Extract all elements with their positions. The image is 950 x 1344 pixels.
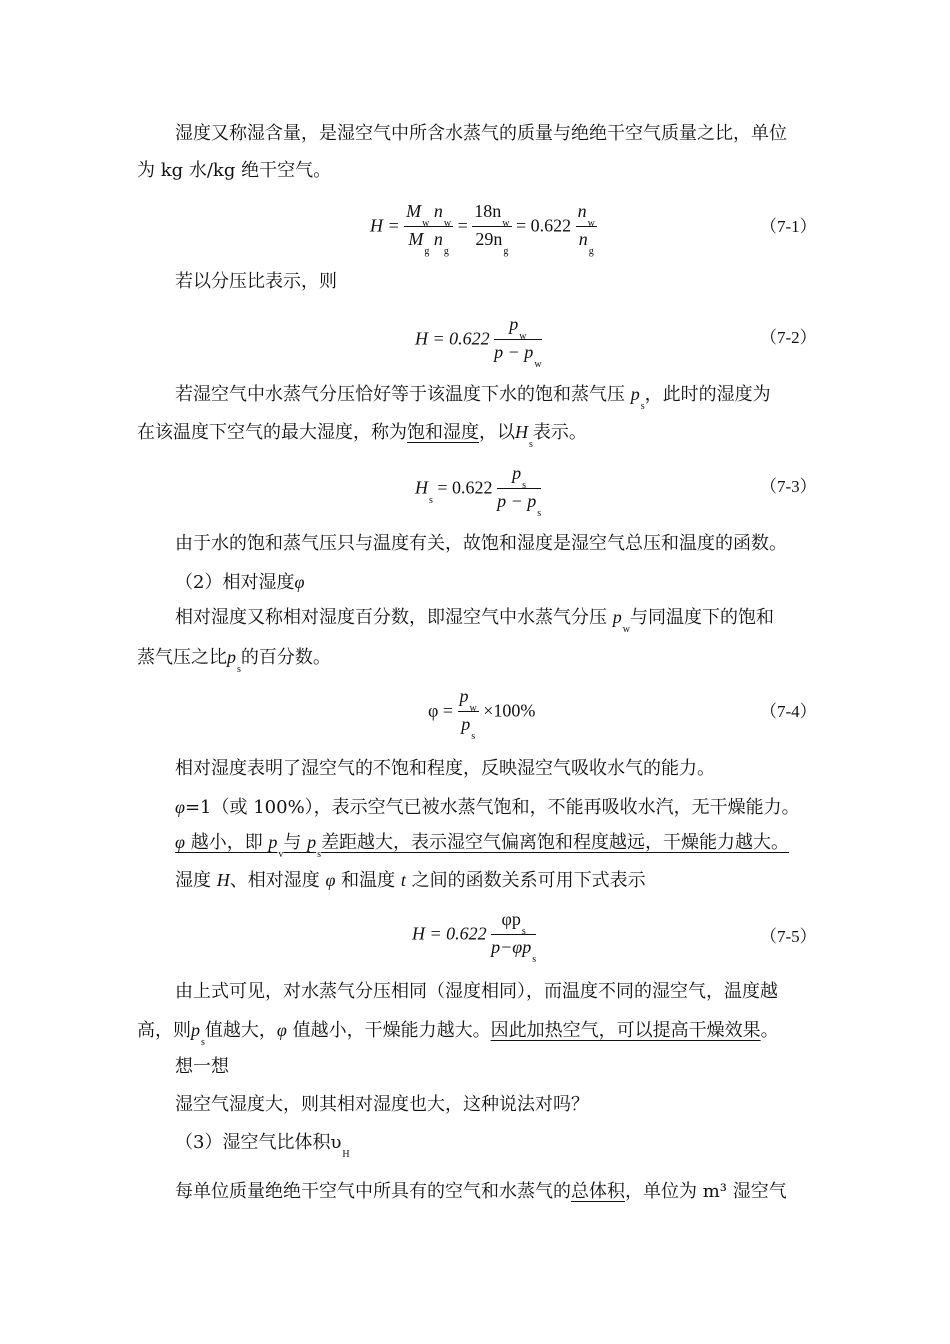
para9: 湿度 H、相对湿度 φ 和温度 t 之间的函数关系可用下式表示: [175, 870, 646, 891]
equation-7-1: H = $\frac{M_w n_w}{M_g n_g}$ = $\frac{18n_w}{29n_g}$ = 0.622 $\frac{n_w}{n_g}$: [370, 201, 595, 257]
equation-7-3: $H_s = 0.622$ $\frac{p_s}{p - p_s}$: [415, 463, 542, 519]
think-question: 湿空气湿度大，则其相对湿度也大，这种说法对吗？: [175, 1094, 589, 1115]
para3-line2: 在该温度下空气的最大湿度，称为饱和湿度，以$H_s$表示。: [137, 422, 587, 450]
think-heading: 想一想: [175, 1056, 229, 1077]
para5-line2: 蒸气压之比$p_s$的百分数。: [137, 647, 331, 675]
para5-line1: 相对湿度又称相对湿度百分数，即湿空气中水蒸气分压 $p_w$与同温度下的饱和: [175, 607, 774, 635]
eq1-frac1: $\frac{M_w n_w}{M_g n_g}$: [406, 201, 452, 257]
eq-number-7-3: （7-3）: [760, 477, 817, 496]
para1-line1: 湿度又称湿含量，是湿空气中所含水蒸气的质量与绝绝干空气质量之比，单位: [175, 123, 787, 144]
equation-7-2: H = 0.622 $\frac{p_w}{p - p_w}$: [415, 314, 542, 370]
para2: 若以分压比表示，则: [175, 271, 337, 292]
equation-7-5: H = 0.622 $\frac{\varphi p_s}{p-\varphi p_s}$: [412, 909, 537, 965]
eq-number-7-5: （7-5）: [760, 927, 817, 946]
para4: 由于水的饱和蒸气压只与温度有关，故饱和湿度是湿空气总压和温度的函数。: [175, 533, 787, 554]
eq-number-7-1: （7-1）: [760, 217, 817, 236]
eq-number-7-4: （7-4）: [760, 702, 817, 721]
para10-line2: 高，则$p_s$值越大，φ 值越小，干燥能力越大。因此加热空气，可以提高干燥效果。: [137, 1020, 779, 1048]
para10-line1: 由上式可见，对水蒸气分压相同（湿度相同），而温度不同的湿空气，温度越: [175, 981, 778, 1002]
eq1-lhs: H =: [370, 215, 400, 236]
heading-relative-humidity: （2）相对湿度φ: [175, 572, 305, 593]
para3-line1: 若湿空气中水蒸气分压恰好等于该温度下水的饱和蒸气压 $p_s$，此时的湿度为: [175, 384, 771, 412]
eq1-frac3: $\frac{n_w}{n_g}$: [577, 201, 595, 257]
heading-specific-volume: （3）湿空气比体积$\upsilon_H$: [175, 1132, 350, 1160]
para8-underlined: φ 越小，即 $p_v$与 $p_s$差距越大，表示湿空气偏离饱和程度越远，干燥能力越大。: [175, 832, 790, 860]
para6: 相对湿度表明了湿空气的不饱和程度，反映湿空气吸收水气的能力。: [175, 758, 715, 779]
equation-7-4: φ = $\frac{p_w}{p_s}$ ×100%: [428, 686, 536, 742]
eq-number-7-2: （7-2）: [760, 328, 817, 347]
eq1-frac2: $\frac{18n_w}{29n_g}$: [474, 201, 510, 257]
para1-line2: 为 kg 水/kg 绝干空气。: [137, 160, 332, 181]
para7: φ=1（或 100%），表示空气已被水蒸气饱和，不能再吸收水汽，无干燥能力。: [175, 797, 800, 818]
para11: 每单位质量绝绝干空气中所具有的空气和水蒸气的总体积，单位为 m³ 湿空气: [175, 1181, 787, 1202]
